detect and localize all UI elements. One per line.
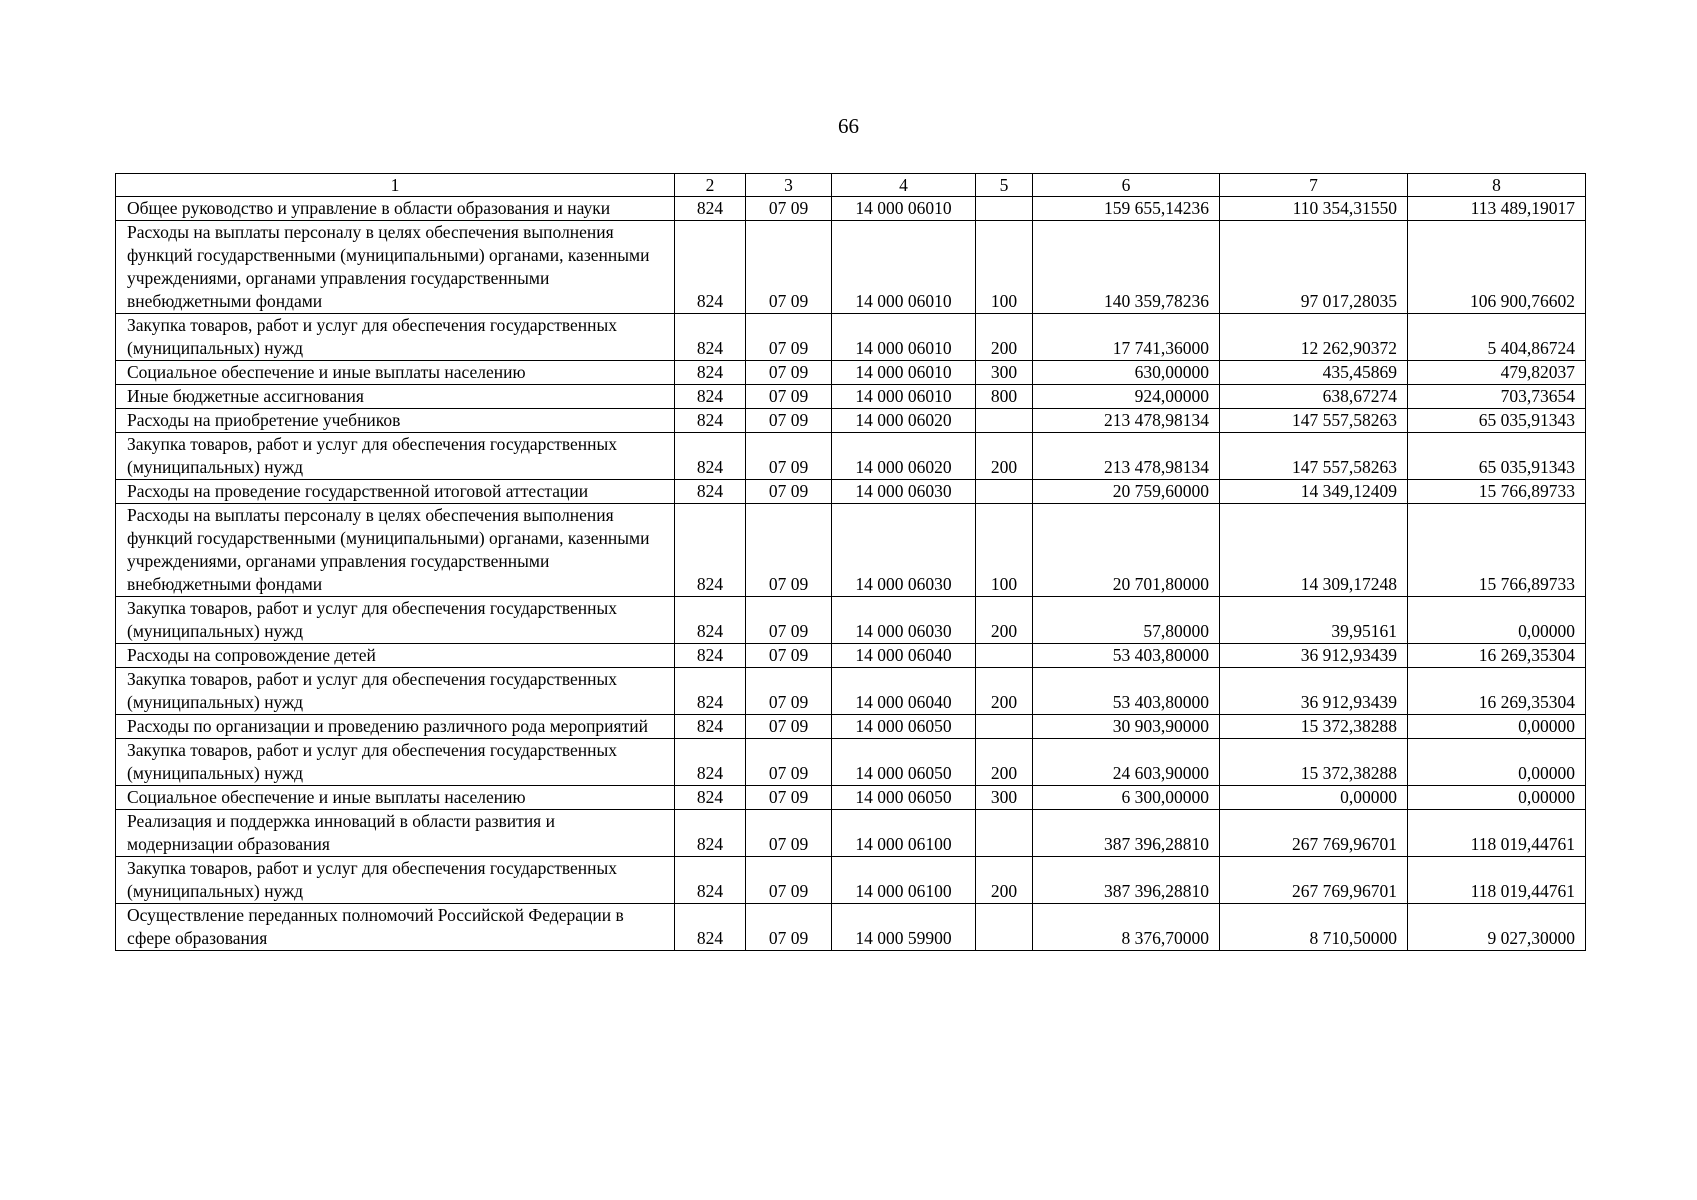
budget-table bbox=[115, 173, 1586, 951]
row-amount-cell: 387 396,28810 bbox=[1033, 810, 1220, 857]
table-row bbox=[116, 668, 1586, 715]
row-amount-cell: 39,95161 bbox=[1220, 597, 1408, 644]
row-grbs-cell: 824 bbox=[675, 904, 746, 951]
row-vr-cell: 200 bbox=[976, 857, 1033, 904]
row-vr-cell bbox=[976, 810, 1033, 857]
row-name-cell: Расходы на проведение государственной итоговой аттестации bbox=[116, 480, 675, 504]
header-cell: 8 bbox=[1408, 174, 1586, 197]
table-row bbox=[116, 597, 1586, 644]
row-name-cell: Расходы на приобретение учебников bbox=[116, 409, 675, 433]
row-grbs-cell: 824 bbox=[675, 715, 746, 739]
row-amount-cell: 110 354,31550 bbox=[1220, 197, 1408, 221]
row-amount-cell: 387 396,28810 bbox=[1033, 857, 1220, 904]
table-row bbox=[116, 385, 1586, 409]
row-target-cell: 14 000 06050 bbox=[832, 739, 976, 786]
row-amount-cell: 65 035,91343 bbox=[1408, 409, 1586, 433]
row-target-cell: 14 000 06050 bbox=[832, 786, 976, 810]
row-target-cell: 14 000 06010 bbox=[832, 314, 976, 361]
row-amount-cell: 113 489,19017 bbox=[1408, 197, 1586, 221]
row-name-cell: Социальное обеспечение и иные выплаты населению bbox=[116, 786, 675, 810]
row-vr-cell: 200 bbox=[976, 433, 1033, 480]
row-target-cell: 14 000 06030 bbox=[832, 597, 976, 644]
row-amount-cell: 118 019,44761 bbox=[1408, 857, 1586, 904]
row-amount-cell: 15 766,89733 bbox=[1408, 480, 1586, 504]
row-amount-cell: 15 766,89733 bbox=[1408, 504, 1586, 597]
row-section-cell: 07 09 bbox=[746, 597, 832, 644]
row-grbs-cell: 824 bbox=[675, 504, 746, 597]
row-amount-cell: 435,45869 bbox=[1220, 361, 1408, 385]
row-name-cell: Расходы на сопровождение детей bbox=[116, 644, 675, 668]
row-section-cell: 07 09 bbox=[746, 857, 832, 904]
row-amount-cell: 267 769,96701 bbox=[1220, 857, 1408, 904]
row-target-cell: 14 000 59900 bbox=[832, 904, 976, 951]
row-grbs-cell: 824 bbox=[675, 361, 746, 385]
table-row bbox=[116, 409, 1586, 433]
row-grbs-cell: 824 bbox=[675, 221, 746, 314]
row-section-cell: 07 09 bbox=[746, 715, 832, 739]
row-target-cell: 14 000 06010 bbox=[832, 221, 976, 314]
row-section-cell: 07 09 bbox=[746, 385, 832, 409]
row-amount-cell: 147 557,58263 bbox=[1220, 433, 1408, 480]
table-row bbox=[116, 314, 1586, 361]
table-row bbox=[116, 197, 1586, 221]
row-target-cell: 14 000 06020 bbox=[832, 433, 976, 480]
row-name-cell: Закупка товаров, работ и услуг для обеспечения государственных (муниципальных) нужд bbox=[116, 739, 675, 786]
row-amount-cell: 36 912,93439 bbox=[1220, 644, 1408, 668]
row-amount-cell: 16 269,35304 bbox=[1408, 644, 1586, 668]
row-amount-cell: 6 300,00000 bbox=[1033, 786, 1220, 810]
row-vr-cell: 200 bbox=[976, 597, 1033, 644]
row-amount-cell: 16 269,35304 bbox=[1408, 668, 1586, 715]
table-row bbox=[116, 739, 1586, 786]
row-vr-cell bbox=[976, 197, 1033, 221]
row-grbs-cell: 824 bbox=[675, 409, 746, 433]
table-header-row bbox=[116, 174, 1586, 197]
table-row bbox=[116, 715, 1586, 739]
row-grbs-cell: 824 bbox=[675, 480, 746, 504]
row-section-cell: 07 09 bbox=[746, 810, 832, 857]
row-target-cell: 14 000 06040 bbox=[832, 668, 976, 715]
row-name-cell: Закупка товаров, работ и услуг для обеспечения государственных (муниципальных) нужд bbox=[116, 433, 675, 480]
row-amount-cell: 9 027,30000 bbox=[1408, 904, 1586, 951]
row-name-cell: Расходы на выплаты персоналу в целях обеспечения выполнения функций государственными (муниципальными) органами, казенными учреждениями, органами управления государственными внебюджетными фондами bbox=[116, 504, 675, 597]
header-cell: 6 bbox=[1033, 174, 1220, 197]
row-target-cell: 14 000 06040 bbox=[832, 644, 976, 668]
row-amount-cell: 97 017,28035 bbox=[1220, 221, 1408, 314]
row-amount-cell: 36 912,93439 bbox=[1220, 668, 1408, 715]
row-name-cell: Общее руководство и управление в области образования и науки bbox=[116, 197, 675, 221]
row-amount-cell: 0,00000 bbox=[1220, 786, 1408, 810]
row-section-cell: 07 09 bbox=[746, 786, 832, 810]
row-amount-cell: 0,00000 bbox=[1408, 715, 1586, 739]
row-target-cell: 14 000 06010 bbox=[832, 361, 976, 385]
row-name-cell: Закупка товаров, работ и услуг для обеспечения государственных (муниципальных) нужд bbox=[116, 668, 675, 715]
row-amount-cell: 30 903,90000 bbox=[1033, 715, 1220, 739]
row-amount-cell: 65 035,91343 bbox=[1408, 433, 1586, 480]
row-grbs-cell: 824 bbox=[675, 644, 746, 668]
row-grbs-cell: 824 bbox=[675, 385, 746, 409]
row-vr-cell bbox=[976, 480, 1033, 504]
header-cell: 4 bbox=[832, 174, 976, 197]
row-amount-cell: 106 900,76602 bbox=[1408, 221, 1586, 314]
row-section-cell: 07 09 bbox=[746, 314, 832, 361]
row-target-cell: 14 000 06100 bbox=[832, 857, 976, 904]
table-row bbox=[116, 480, 1586, 504]
table-row bbox=[116, 857, 1586, 904]
table-row bbox=[116, 221, 1586, 314]
row-target-cell: 14 000 06020 bbox=[832, 409, 976, 433]
table-row bbox=[116, 810, 1586, 857]
row-target-cell: 14 000 06010 bbox=[832, 197, 976, 221]
header-cell: 7 bbox=[1220, 174, 1408, 197]
row-vr-cell bbox=[976, 904, 1033, 951]
row-grbs-cell: 824 bbox=[675, 810, 746, 857]
header-cell: 2 bbox=[675, 174, 746, 197]
row-name-cell: Закупка товаров, работ и услуг для обеспечения государственных (муниципальных) нужд bbox=[116, 314, 675, 361]
table-row bbox=[116, 904, 1586, 951]
row-amount-cell: 15 372,38288 bbox=[1220, 715, 1408, 739]
header-cell: 5 bbox=[976, 174, 1033, 197]
row-vr-cell: 100 bbox=[976, 221, 1033, 314]
row-amount-cell: 0,00000 bbox=[1408, 786, 1586, 810]
row-section-cell: 07 09 bbox=[746, 361, 832, 385]
table-row bbox=[116, 644, 1586, 668]
row-section-cell: 07 09 bbox=[746, 504, 832, 597]
row-grbs-cell: 824 bbox=[675, 197, 746, 221]
row-amount-cell: 14 349,12409 bbox=[1220, 480, 1408, 504]
row-section-cell: 07 09 bbox=[746, 480, 832, 504]
row-amount-cell: 8 376,70000 bbox=[1033, 904, 1220, 951]
row-amount-cell: 20 701,80000 bbox=[1033, 504, 1220, 597]
header-cell: 3 bbox=[746, 174, 832, 197]
row-amount-cell: 267 769,96701 bbox=[1220, 810, 1408, 857]
row-target-cell: 14 000 06030 bbox=[832, 504, 976, 597]
row-target-cell: 14 000 06100 bbox=[832, 810, 976, 857]
row-grbs-cell: 824 bbox=[675, 668, 746, 715]
row-amount-cell: 15 372,38288 bbox=[1220, 739, 1408, 786]
row-amount-cell: 12 262,90372 bbox=[1220, 314, 1408, 361]
row-amount-cell: 630,00000 bbox=[1033, 361, 1220, 385]
row-amount-cell: 924,00000 bbox=[1033, 385, 1220, 409]
table-row bbox=[116, 504, 1586, 597]
row-grbs-cell: 824 bbox=[675, 786, 746, 810]
row-vr-cell: 200 bbox=[976, 739, 1033, 786]
row-amount-cell: 147 557,58263 bbox=[1220, 409, 1408, 433]
row-name-cell: Социальное обеспечение и иные выплаты населению bbox=[116, 361, 675, 385]
row-section-cell: 07 09 bbox=[746, 409, 832, 433]
row-name-cell: Осуществление переданных полномочий Российской Федерации в сфере образования bbox=[116, 904, 675, 951]
page-number: 66 bbox=[838, 114, 859, 138]
row-vr-cell bbox=[976, 644, 1033, 668]
row-amount-cell: 118 019,44761 bbox=[1408, 810, 1586, 857]
header-cell: 1 bbox=[116, 174, 675, 197]
row-amount-cell: 53 403,80000 bbox=[1033, 644, 1220, 668]
row-grbs-cell: 824 bbox=[675, 433, 746, 480]
row-amount-cell: 24 603,90000 bbox=[1033, 739, 1220, 786]
row-section-cell: 07 09 bbox=[746, 904, 832, 951]
row-amount-cell: 5 404,86724 bbox=[1408, 314, 1586, 361]
row-target-cell: 14 000 06010 bbox=[832, 385, 976, 409]
row-grbs-cell: 824 bbox=[675, 857, 746, 904]
row-vr-cell: 300 bbox=[976, 361, 1033, 385]
row-vr-cell: 100 bbox=[976, 504, 1033, 597]
row-amount-cell: 53 403,80000 bbox=[1033, 668, 1220, 715]
row-name-cell: Расходы на выплаты персоналу в целях обеспечения выполнения функций государственными (муниципальными) органами, казенными учреждениями, органами управления государственными внебюджетными фондами bbox=[116, 221, 675, 314]
row-section-cell: 07 09 bbox=[746, 739, 832, 786]
row-amount-cell: 213 478,98134 bbox=[1033, 433, 1220, 480]
table-row bbox=[116, 786, 1586, 810]
row-section-cell: 07 09 bbox=[746, 433, 832, 480]
row-grbs-cell: 824 bbox=[675, 739, 746, 786]
row-section-cell: 07 09 bbox=[746, 221, 832, 314]
row-amount-cell: 638,67274 bbox=[1220, 385, 1408, 409]
row-amount-cell: 17 741,36000 bbox=[1033, 314, 1220, 361]
row-amount-cell: 140 359,78236 bbox=[1033, 221, 1220, 314]
row-amount-cell: 703,73654 bbox=[1408, 385, 1586, 409]
row-amount-cell: 159 655,14236 bbox=[1033, 197, 1220, 221]
row-vr-cell bbox=[976, 715, 1033, 739]
row-target-cell: 14 000 06030 bbox=[832, 480, 976, 504]
row-name-cell: Закупка товаров, работ и услуг для обеспечения государственных (муниципальных) нужд bbox=[116, 597, 675, 644]
row-name-cell: Иные бюджетные ассигнования bbox=[116, 385, 675, 409]
row-vr-cell: 200 bbox=[976, 668, 1033, 715]
row-name-cell: Расходы по организации и проведению различного рода мероприятий bbox=[116, 715, 675, 739]
row-section-cell: 07 09 bbox=[746, 668, 832, 715]
row-section-cell: 07 09 bbox=[746, 197, 832, 221]
row-vr-cell: 300 bbox=[976, 786, 1033, 810]
table-row bbox=[116, 433, 1586, 480]
row-target-cell: 14 000 06050 bbox=[832, 715, 976, 739]
row-vr-cell bbox=[976, 409, 1033, 433]
row-amount-cell: 14 309,17248 bbox=[1220, 504, 1408, 597]
row-amount-cell: 8 710,50000 bbox=[1220, 904, 1408, 951]
row-name-cell: Реализация и поддержка инноваций в области развития и модернизации образования bbox=[116, 810, 675, 857]
row-section-cell: 07 09 bbox=[746, 644, 832, 668]
row-name-cell: Закупка товаров, работ и услуг для обеспечения государственных (муниципальных) нужд bbox=[116, 857, 675, 904]
row-grbs-cell: 824 bbox=[675, 597, 746, 644]
row-amount-cell: 0,00000 bbox=[1408, 739, 1586, 786]
row-amount-cell: 0,00000 bbox=[1408, 597, 1586, 644]
row-grbs-cell: 824 bbox=[675, 314, 746, 361]
row-amount-cell: 57,80000 bbox=[1033, 597, 1220, 644]
row-vr-cell: 200 bbox=[976, 314, 1033, 361]
row-amount-cell: 213 478,98134 bbox=[1033, 409, 1220, 433]
row-vr-cell: 800 bbox=[976, 385, 1033, 409]
table-row bbox=[116, 361, 1586, 385]
row-amount-cell: 479,82037 bbox=[1408, 361, 1586, 385]
row-amount-cell: 20 759,60000 bbox=[1033, 480, 1220, 504]
